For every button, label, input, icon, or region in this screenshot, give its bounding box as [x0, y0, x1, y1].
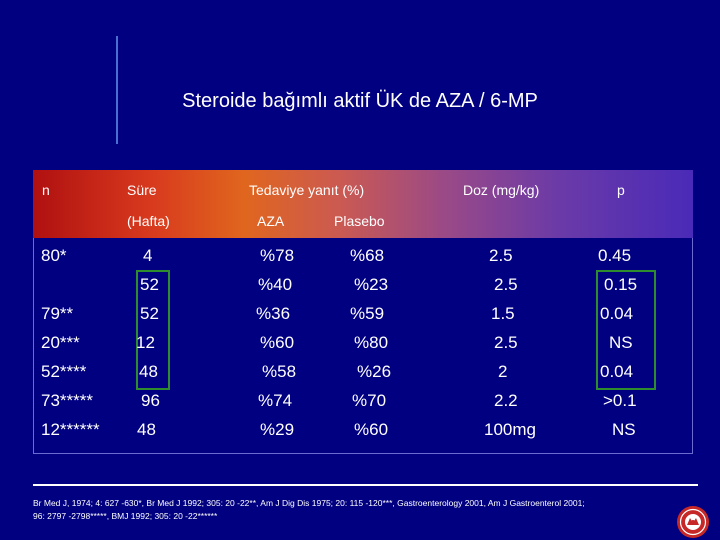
cell-doz: 2 [498, 362, 508, 381]
cell-plasebo: %23 [354, 275, 389, 294]
header-doz: Doz (mg/kg) [463, 182, 540, 198]
cell-p: 0.04 [600, 304, 634, 323]
cell-aza: %36 [256, 304, 291, 323]
cell-aza: %60 [260, 333, 295, 352]
cell-doz: 100mg [484, 420, 536, 439]
cell-sure: 4 [143, 246, 153, 265]
slide-title: Steroide bağımlı aktif ÜK de AZA / 6-MP [182, 90, 538, 112]
cell-plasebo: %70 [352, 391, 387, 410]
cell-n: 52**** [41, 362, 87, 381]
cell-plasebo: %68 [350, 246, 385, 265]
header-plasebo: Plasebo [334, 213, 385, 229]
cell-doz: 2.5 [494, 275, 518, 294]
cell-n: 79** [41, 304, 74, 323]
cell-n: 12****** [41, 420, 100, 439]
cell-sure: 52 [140, 304, 159, 323]
cell-plasebo: %59 [350, 304, 385, 323]
footer-divider [33, 484, 698, 486]
header-sure: Süre [127, 182, 157, 198]
header-tedaviye-yanit: Tedaviye yanıt (%) [249, 182, 365, 198]
header-hafta: (Hafta) [127, 213, 170, 229]
cell-p: >0.1 [603, 391, 637, 410]
cell-sure: 48 [139, 362, 158, 381]
cell-aza: %78 [260, 246, 295, 265]
cell-aza: %40 [258, 275, 293, 294]
header-aza: AZA [257, 213, 285, 229]
cell-n: 20*** [41, 333, 80, 352]
cell-sure: 48 [137, 420, 156, 439]
references-text: Br Med J, 1974; 4: 627 -630*, Br Med J 1992; 305: 20 -22**, Am J Dig Dis 1975; 20: 115 -120***, Gastroenterology 2001, Am J Gastroenterol 2001; 96: 2797 -2798*****, BMJ 1992; 305: 20 -22****** [33, 498, 585, 521]
cell-p: NS [612, 420, 636, 439]
cell-n: 73***** [41, 391, 93, 410]
cell-plasebo: %80 [354, 333, 389, 352]
cell-sure: 52 [140, 275, 159, 294]
cell-doz: 2.5 [489, 246, 513, 265]
cell-p: 0.15 [604, 275, 638, 294]
cell-sure: 12 [136, 333, 155, 352]
cell-n: 80* [41, 246, 67, 265]
cell-aza: %58 [262, 362, 297, 381]
cell-plasebo: %26 [357, 362, 392, 381]
cell-doz: 1.5 [491, 304, 515, 323]
header-n: n [42, 182, 50, 198]
cell-aza: %74 [258, 391, 293, 410]
table-header-band [33, 170, 693, 238]
cell-aza: %29 [260, 420, 295, 439]
cell-sure: 96 [141, 391, 160, 410]
cell-p: 0.45 [598, 246, 632, 265]
header-p: p [617, 182, 625, 198]
university-seal-icon [676, 505, 710, 539]
cell-p: 0.04 [600, 362, 634, 381]
cell-doz: 2.2 [494, 391, 518, 410]
cell-p: NS [609, 333, 633, 352]
cell-doz: 2.5 [494, 333, 518, 352]
cell-plasebo: %60 [354, 420, 389, 439]
